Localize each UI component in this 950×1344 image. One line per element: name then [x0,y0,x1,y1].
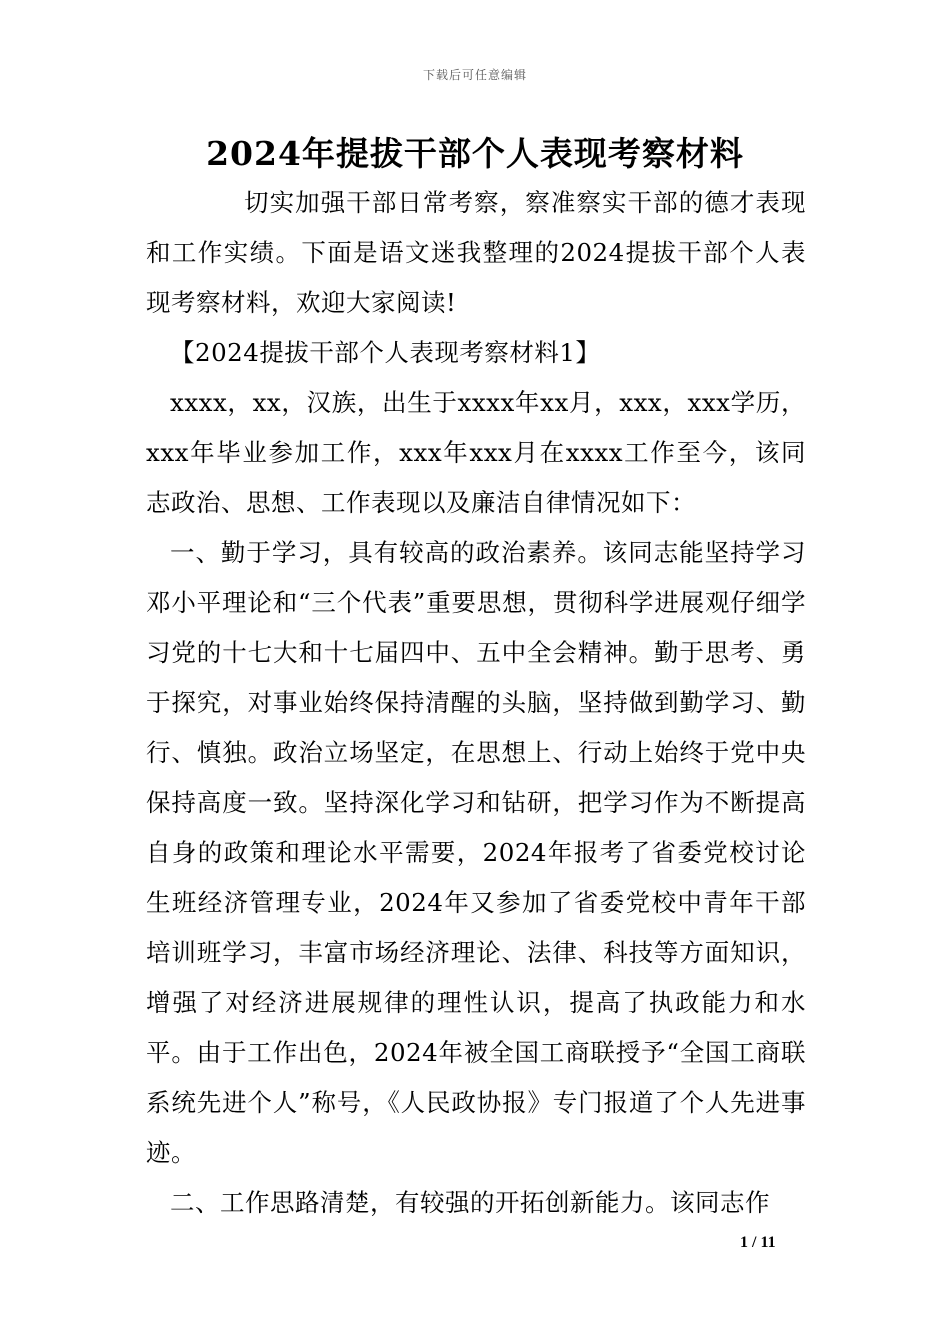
section-heading: 【2024提拔干部个人表现考察材料1】 [170,338,601,367]
document-body [146,178,806,1228]
page-number: 1 / 11 [740,1234,776,1251]
intro-paragraph: 切实加强干部日常考察，察准察实干部的德才表现和工作实绩。下面是语文迷我整理的2024提拔干部个人表现考察材料，欢迎大家阅读! [146,188,806,317]
paragraph-personal-info: xxxx，xx，汉族，出生于xxxx年xx月，xxx，xxx学历，xxx年毕业参加工作，xxx年xxx月在xxxx工作至今，该同志政治、思想、工作表现以及廉洁自律情况如下： [146,388,806,517]
paragraph-study: 一、勤于学习，具有较高的政治素养。该同志能坚持学习邓小平理论和“三个代表”重要思想，贯彻科学进展观仔细学习党的十七大和十七届四中、五中全会精神。勤于思考、勇于探究，对事业始终保持清醒的头脑，坚持做到勤学习、勤行、慎独。政治立场坚定，在思想上、行动上始终于党中央保持高度一致。坚持深化学习和钻研，把学习作为不断提高自身的政策和理论水平需要，2024年报考了省委党校讨论生班经济管理专业，2024年又参加了省委党校中青年干部培训班学习，丰富市场经济理论、法律、科技等方面知识，增强了对经济进展规律的理性认识，提高了执政能力和水平。由于工作出色，2024年被全国工商联授予“全国工商联系统先进个人”称号，《人民政协报》专门报道了个人先进事迹。 [146,538,806,1167]
header-note: 下载后可任意编辑 [422,68,527,82]
document-title: 2024年提拔干部个人表现考察材料 [206,134,744,173]
paragraph-work-thinking: 二、工作思路清楚，有较强的开拓创新能力。该同志作 [170,1188,770,1217]
